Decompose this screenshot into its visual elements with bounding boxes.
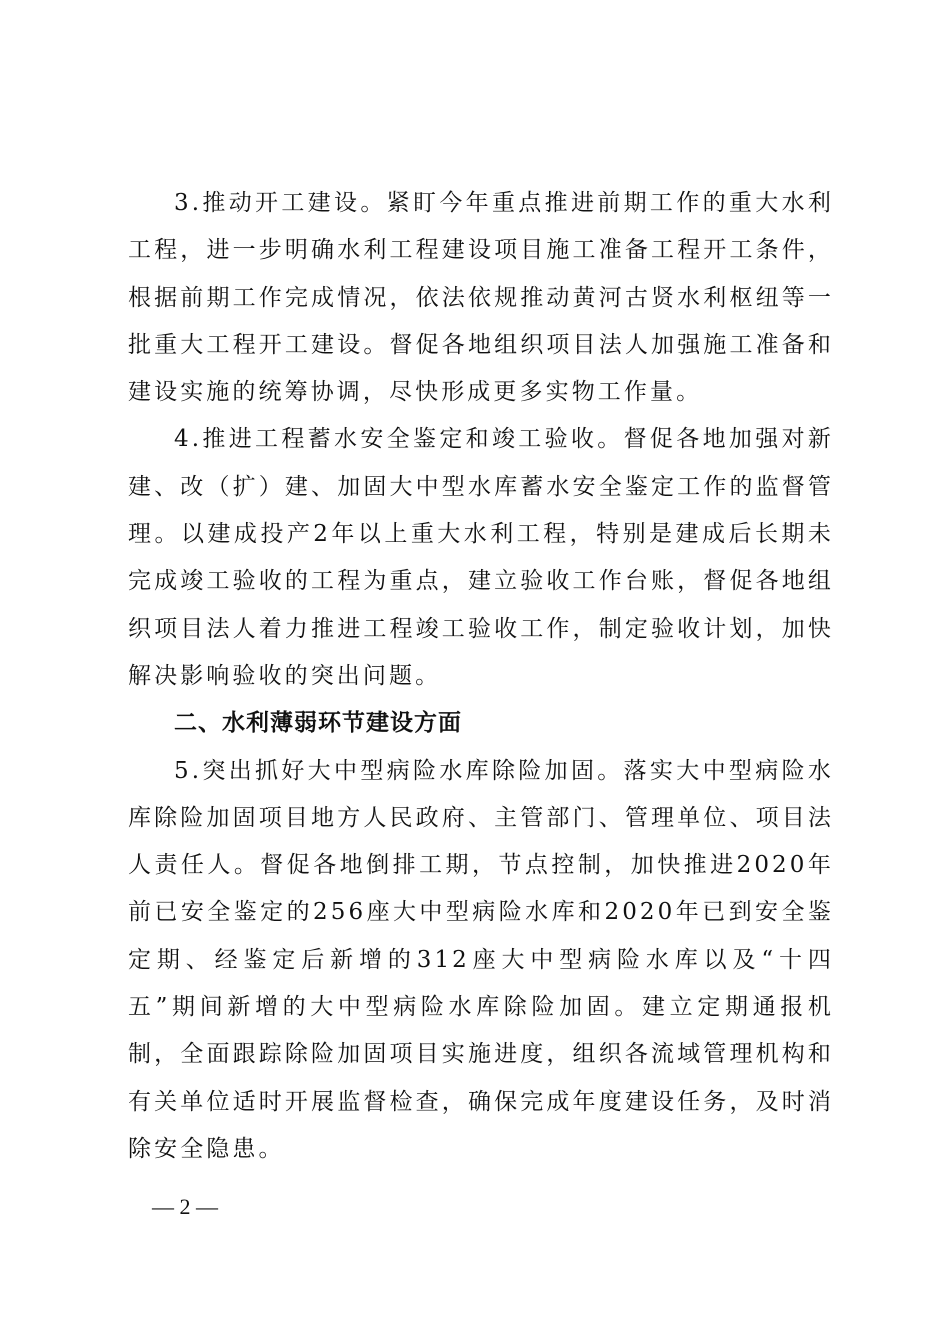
paragraph-5-reservoir-reinforcement: 5.突出抓好大中型病险水库除险加固。落实大中型病险水库除险加固项目地方人民政府、主管部门、管理单位、项目法人责任人。督促各地倒排工期，节点控制，加快推进2020年前已安全鉴定的256座大中型病险水库和2020年已到安全鉴定期、经鉴定后新增的312座大中型病险水库以及“十四五”期间新增的大中型病险水库除险加固。建立定期通报机制，全面跟踪除险加固项目实施进度，组织各流域管理机构和有关单位适时开展监督检查，确保完成年度建设任务，及时消除安全隐患。 [128,757,834,1162]
paragraph-4-safety-appraisal-acceptance: 4.推进工程蓄水安全鉴定和竣工验收。督促各地加强对新建、改（扩）建、加固大中型水库蓄水安全鉴定工作的监督管理。以建成投产2年以上重大水利工程，特别是建成后长期未完成竣工验收的工程为重点，建立验收工作台账，督促各地组织项目法人着力推进工程竣工验收工作，制定验收计划，加快解决影响验收的突出问题。 [128,426,834,689]
page-number: — 2 — [152,1194,218,1219]
paragraph-3-start-construction: 3.推动开工建设。紧盯今年重点推进前期工作的重大水利工程，进一步明确水利工程建设项目施工准备工程开工条件，根据前期工作完成情况，依法依规推动黄河古贤水利枢纽等一批重大工程开工建设。督促各地组织项目法人加强施工准备和建设实施的统筹协调，尽快形成更多实物工作量。 [128,190,834,406]
section-heading: 二、水利薄弱环节建设方面 [174,710,462,737]
document-body [128,180,834,1173]
